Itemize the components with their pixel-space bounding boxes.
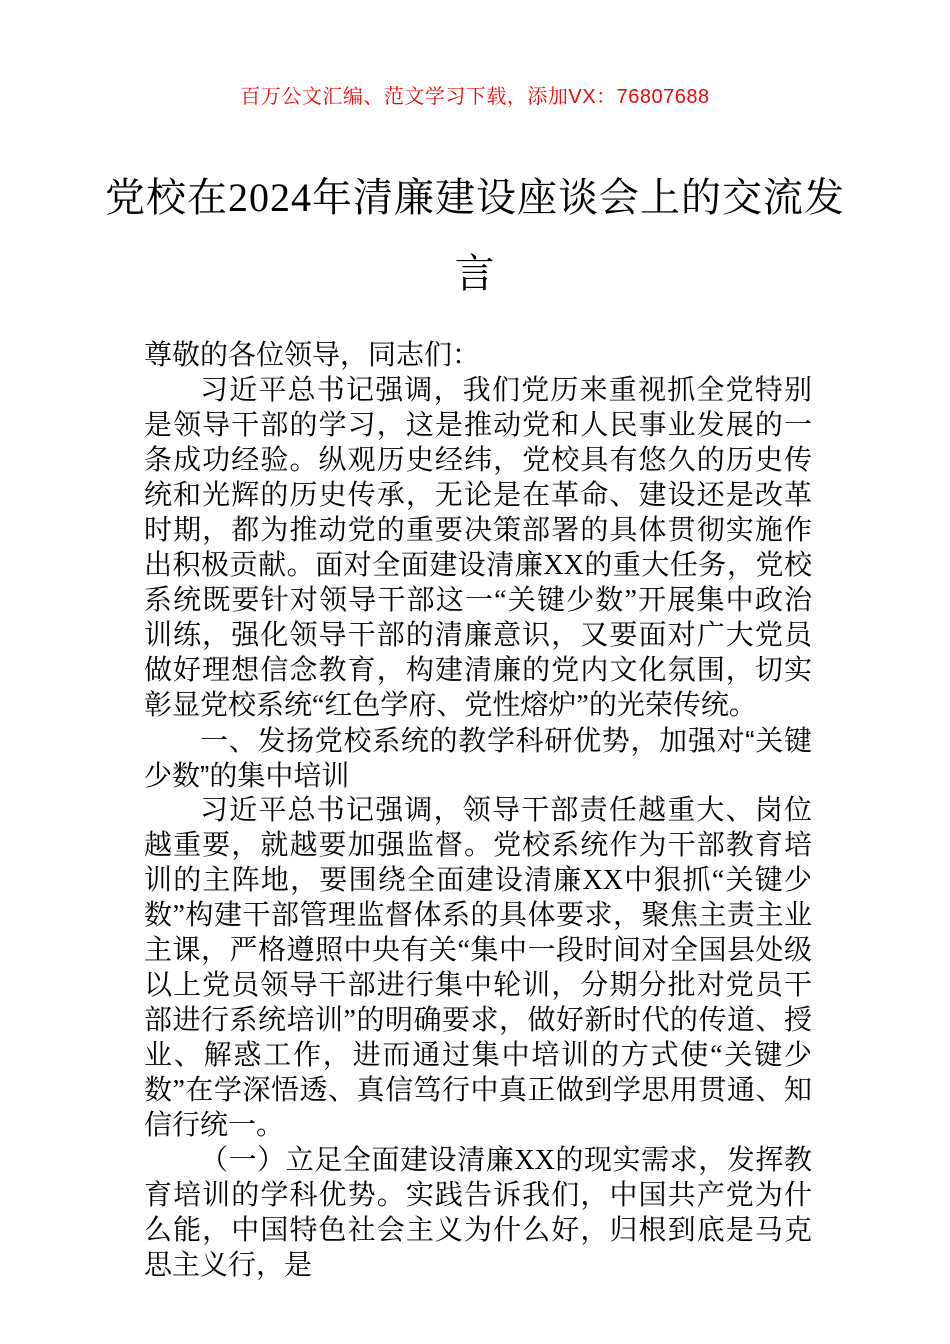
- document-title: [0, 160, 950, 312]
- salutation: 尊敬的各位领导，同志们：: [144, 340, 481, 371]
- paragraph-1: 习近平总书记强调，我们党历来重视抓全党特别是领导干部的学习，这是推动党和人民事业发展的一条成功经验。纵观历史经纬，党校具有悠久的历史传统和光辉的历史传承，无论是在革命、建设还是改革时期，都为推动党的重要决策部署的具体贯彻实施作出积极贡献。面对全面建设清廉XX的重大任务，党校系统既要针对领导干部这一“关键少数”开展集中政治训练，强化领导干部的清廉意识，又要面对广大党员做好理想信念教育，构建清廉的党内文化氛围，切实彰显党校系统“红色学府、党性熔炉”的光荣传统。: [144, 375, 812, 721]
- title-line-1: 党校在2024年清廉建设座谈会上的交流发: [105, 175, 845, 220]
- section-heading-1: 一、发扬党校系统的教学科研优势，加强对“关键少数”的集中培训: [144, 725, 812, 791]
- title-line-2: 言: [454, 251, 496, 296]
- paragraph-3: （一）立足全面建设清廉XX的现实需求，发挥教育培训的学科优势。实践告诉我们，中国共产党为什么能，中国特色社会主义为什么好，归根到底是马克思主义行，是: [144, 1145, 812, 1281]
- promo-banner: 百万公文汇编、范文学习下载，添加VX：76807688: [240, 86, 710, 108]
- document-body: [144, 338, 812, 1283]
- paragraph-2: 习近平总书记强调，领导干部责任越重大、岗位越重要，就越要加强监督。党校系统作为干部教育培训的主阵地，要围绕全面建设清廉XX中狠抓“关键少数”构建干部管理监督体系的具体要求，聚焦主责主业主课，严格遵照中央有关“集中一段时间对全国县处级以上党员领导干部进行集中轮训，分期分批对党员干部进行系统培训”的明确要求，做好新时代的传道、授业、解惑工作，进而通过集中培训的方式使“关键少数”在学深悟透、真信笃行中真正做到学思用贯通、知信行统一。: [144, 795, 812, 1141]
